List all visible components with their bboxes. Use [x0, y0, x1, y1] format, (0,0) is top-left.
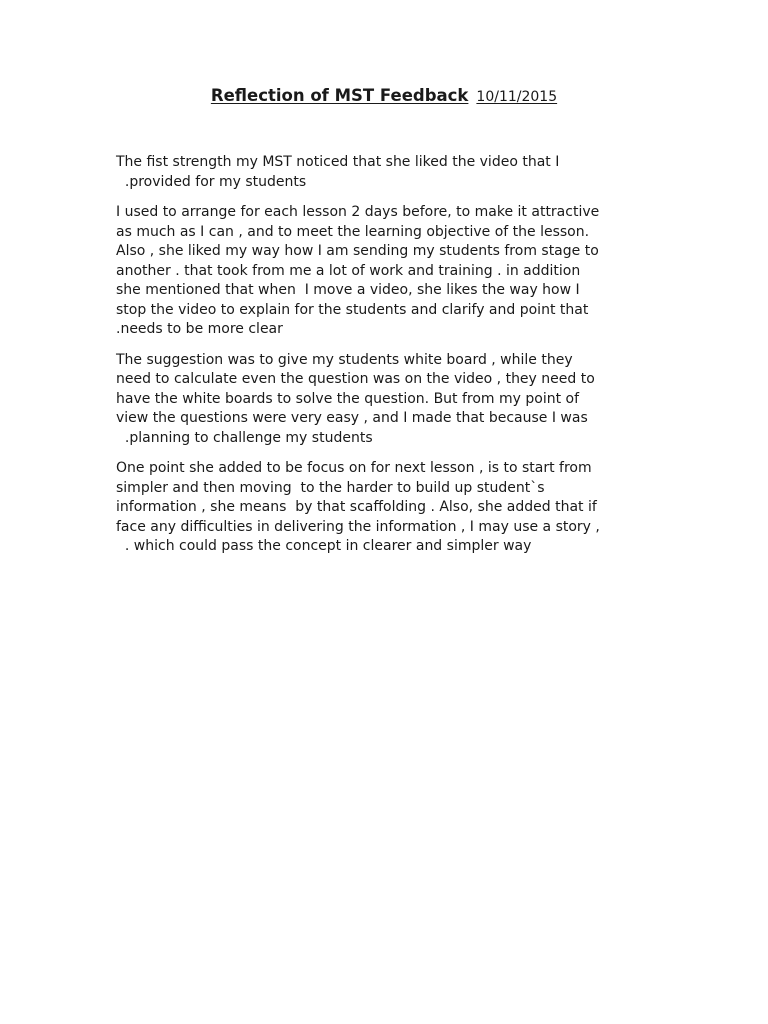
document-date: 10/11/2015	[476, 89, 558, 105]
text-line: simpler and then moving to the harder to build up student`s	[116, 479, 545, 496]
text-line: One point she added to be focus on for next lesson , is to start from	[116, 460, 592, 476]
text-line: have the white boards to solve the question. But from my point of	[116, 390, 580, 407]
document-body	[116, 153, 676, 568]
paragraph-1	[116, 153, 676, 192]
text-line: need to calculate even the question was on the video , they need to	[116, 371, 595, 387]
text-line: stop the video to explain for the students and clarify and point that	[116, 301, 589, 318]
document-heading	[0, 86, 768, 105]
text-line: .needs to be more clear	[116, 321, 283, 337]
text-line: Also , she liked my way how I am sending my students from stage to	[116, 243, 599, 259]
text-line: .planning to challenge my students	[116, 429, 373, 446]
text-line: The fist strength my MST noticed that she liked the video that I	[116, 154, 560, 170]
text-line: she mentioned that when I move a video, she likes the way how I	[116, 282, 580, 298]
paragraph-4	[116, 459, 676, 557]
text-line: I used to arrange for each lesson 2 days before, to make it attractive	[116, 204, 600, 220]
text-line: as much as I can , and to meet the learning objective of the lesson.	[116, 223, 590, 240]
text-line: another . that took from me a lot of work and training . in addition	[116, 262, 581, 279]
paragraph-3	[116, 351, 676, 449]
text-line: information , she means by that scaffolding . Also, she added that if	[116, 499, 597, 515]
text-line: .provided for my students	[116, 173, 307, 190]
text-line: face any difficulties in delivering the information , I may use a story ,	[116, 518, 600, 535]
paragraph-2	[116, 203, 676, 340]
text-line: . which could pass the concept in clearer and simpler way	[116, 538, 532, 554]
text-line: view the questions were very easy , and I made that because I was	[116, 410, 588, 426]
document-title: Reflection of MST Feedback	[210, 86, 469, 105]
text-line: The suggestion was to give my students white board , while they	[116, 351, 573, 368]
